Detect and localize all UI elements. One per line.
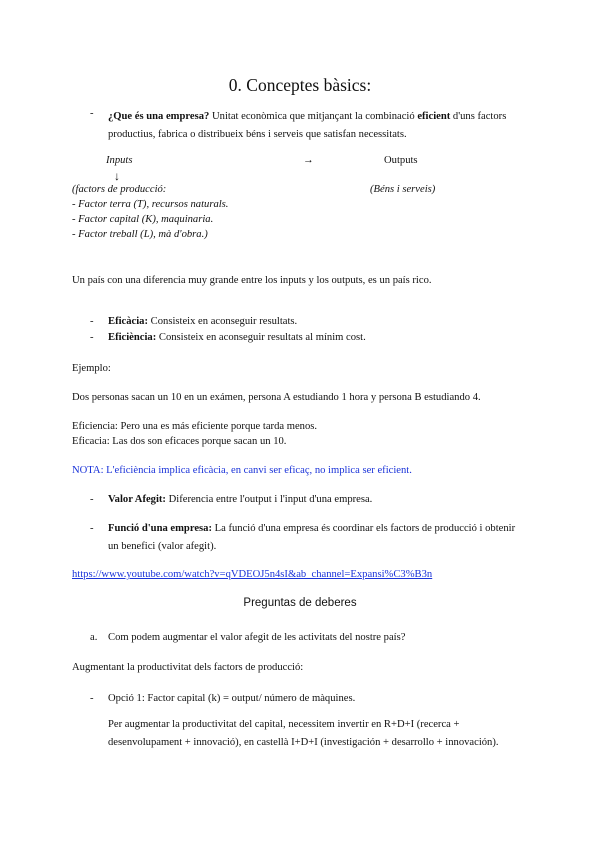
page-title: 0. Conceptes bàsics: [228,75,372,95]
eficacia-line: Eficacia: Las dos son eficaces porque sacan un 10. [72,436,287,447]
factor-capital: - Factor capital (K), maquinaria. [72,214,214,225]
bullet-marker: - [90,494,94,505]
valor-afegit-text: Diferencia entre l'output i l'input d'una empresa. [165,494,373,505]
bullet-marker: - [90,693,94,704]
bullet-marker: - [90,523,94,534]
empresa-text-before: Unitat econòmica que mitjançant la combinació [209,111,418,122]
empresa-label: ¿Que és una empresa? [108,111,210,122]
bullet-marker: - [90,316,94,327]
question-marker: a. [90,632,98,643]
arrow-down-icon: ↓ [114,169,120,183]
valor-afegit-definition [108,491,528,509]
factors-heading: (factors de producció: [72,184,167,195]
definition-text: Consisteix en aconseguir resultats al mínim cost. [156,332,366,343]
valor-afegit-label: Valor Afegit: [108,494,166,505]
definition-text: Consisteix en aconseguir resultats. [148,316,298,327]
arrow-right-icon: → [303,155,314,166]
empresa-bold-word: eficient [417,111,451,122]
pais-rico-paragraph: Un país con una diferencia muy grande entre los inputs y los outputs, es un país rico. [72,275,432,286]
ejemplo-label: Ejemplo: [72,363,111,374]
answer-text: Augmentant la productivitat dels factors de producció: [72,662,304,673]
youtube-link[interactable]: https://www.youtube.com/watch?v=qVDEOJ5n4sI&ab_channel=Expansi%C3%B3n [72,569,433,580]
bullet-marker: - [90,332,94,343]
bens-serveis-label: (Béns i serveis) [370,184,436,195]
preguntas-heading: Preguntas de deberes [243,597,357,609]
definition-eficiencia [108,329,528,347]
ejemplo-text: Dos personas sacan un 10 en un exámen, persona A estudiando 1 hora y persona B estudiando 4. [72,392,481,403]
eficiencia-line: Eficiencia: Pero una es más eficiente porque tarda menos. [72,421,318,432]
empresa-text-after: d'uns factors productius, fabrica o distribueix béns i serveis que satisfan necessitats. [108,111,507,140]
opcio1-detail: Per augmentar la productivitat del capital, necessitem invertir en R+D+I (recerca + desenvolupament + innovació), en castellà I+D+I (investigación + desarrollo + innovación). [108,719,499,748]
definition-label: Eficiència: [108,332,157,343]
factor-terra: - Factor terra (T), recursos naturals. [72,199,229,210]
nota-line: NOTA: L'eficiència implica eficàcia, en canvi ser eficaç, no implica ser eficient. [72,465,412,476]
inputs-label: Inputs [106,155,133,166]
empresa-definition [108,108,528,144]
question-text: Com podem augmentar el valor afegit de les activitats del nostre país? [108,632,406,643]
outputs-label: Outputs [384,155,418,166]
bullet-marker: - [90,108,94,119]
funcio-text: La funció d'una empresa és coordinar els factors de producció i obtenir un benefici (valor afegit). [108,523,516,552]
opcio1-text: Opció 1: Factor capital (k) = output/ número de màquines. [108,693,356,704]
definition-label: Eficàcia: [108,316,149,327]
factor-treball: - Factor treball (L), mà d'obra.) [72,229,208,240]
funcio-label: Funció d'una empresa: [108,523,212,534]
funcio-definition [108,520,528,556]
